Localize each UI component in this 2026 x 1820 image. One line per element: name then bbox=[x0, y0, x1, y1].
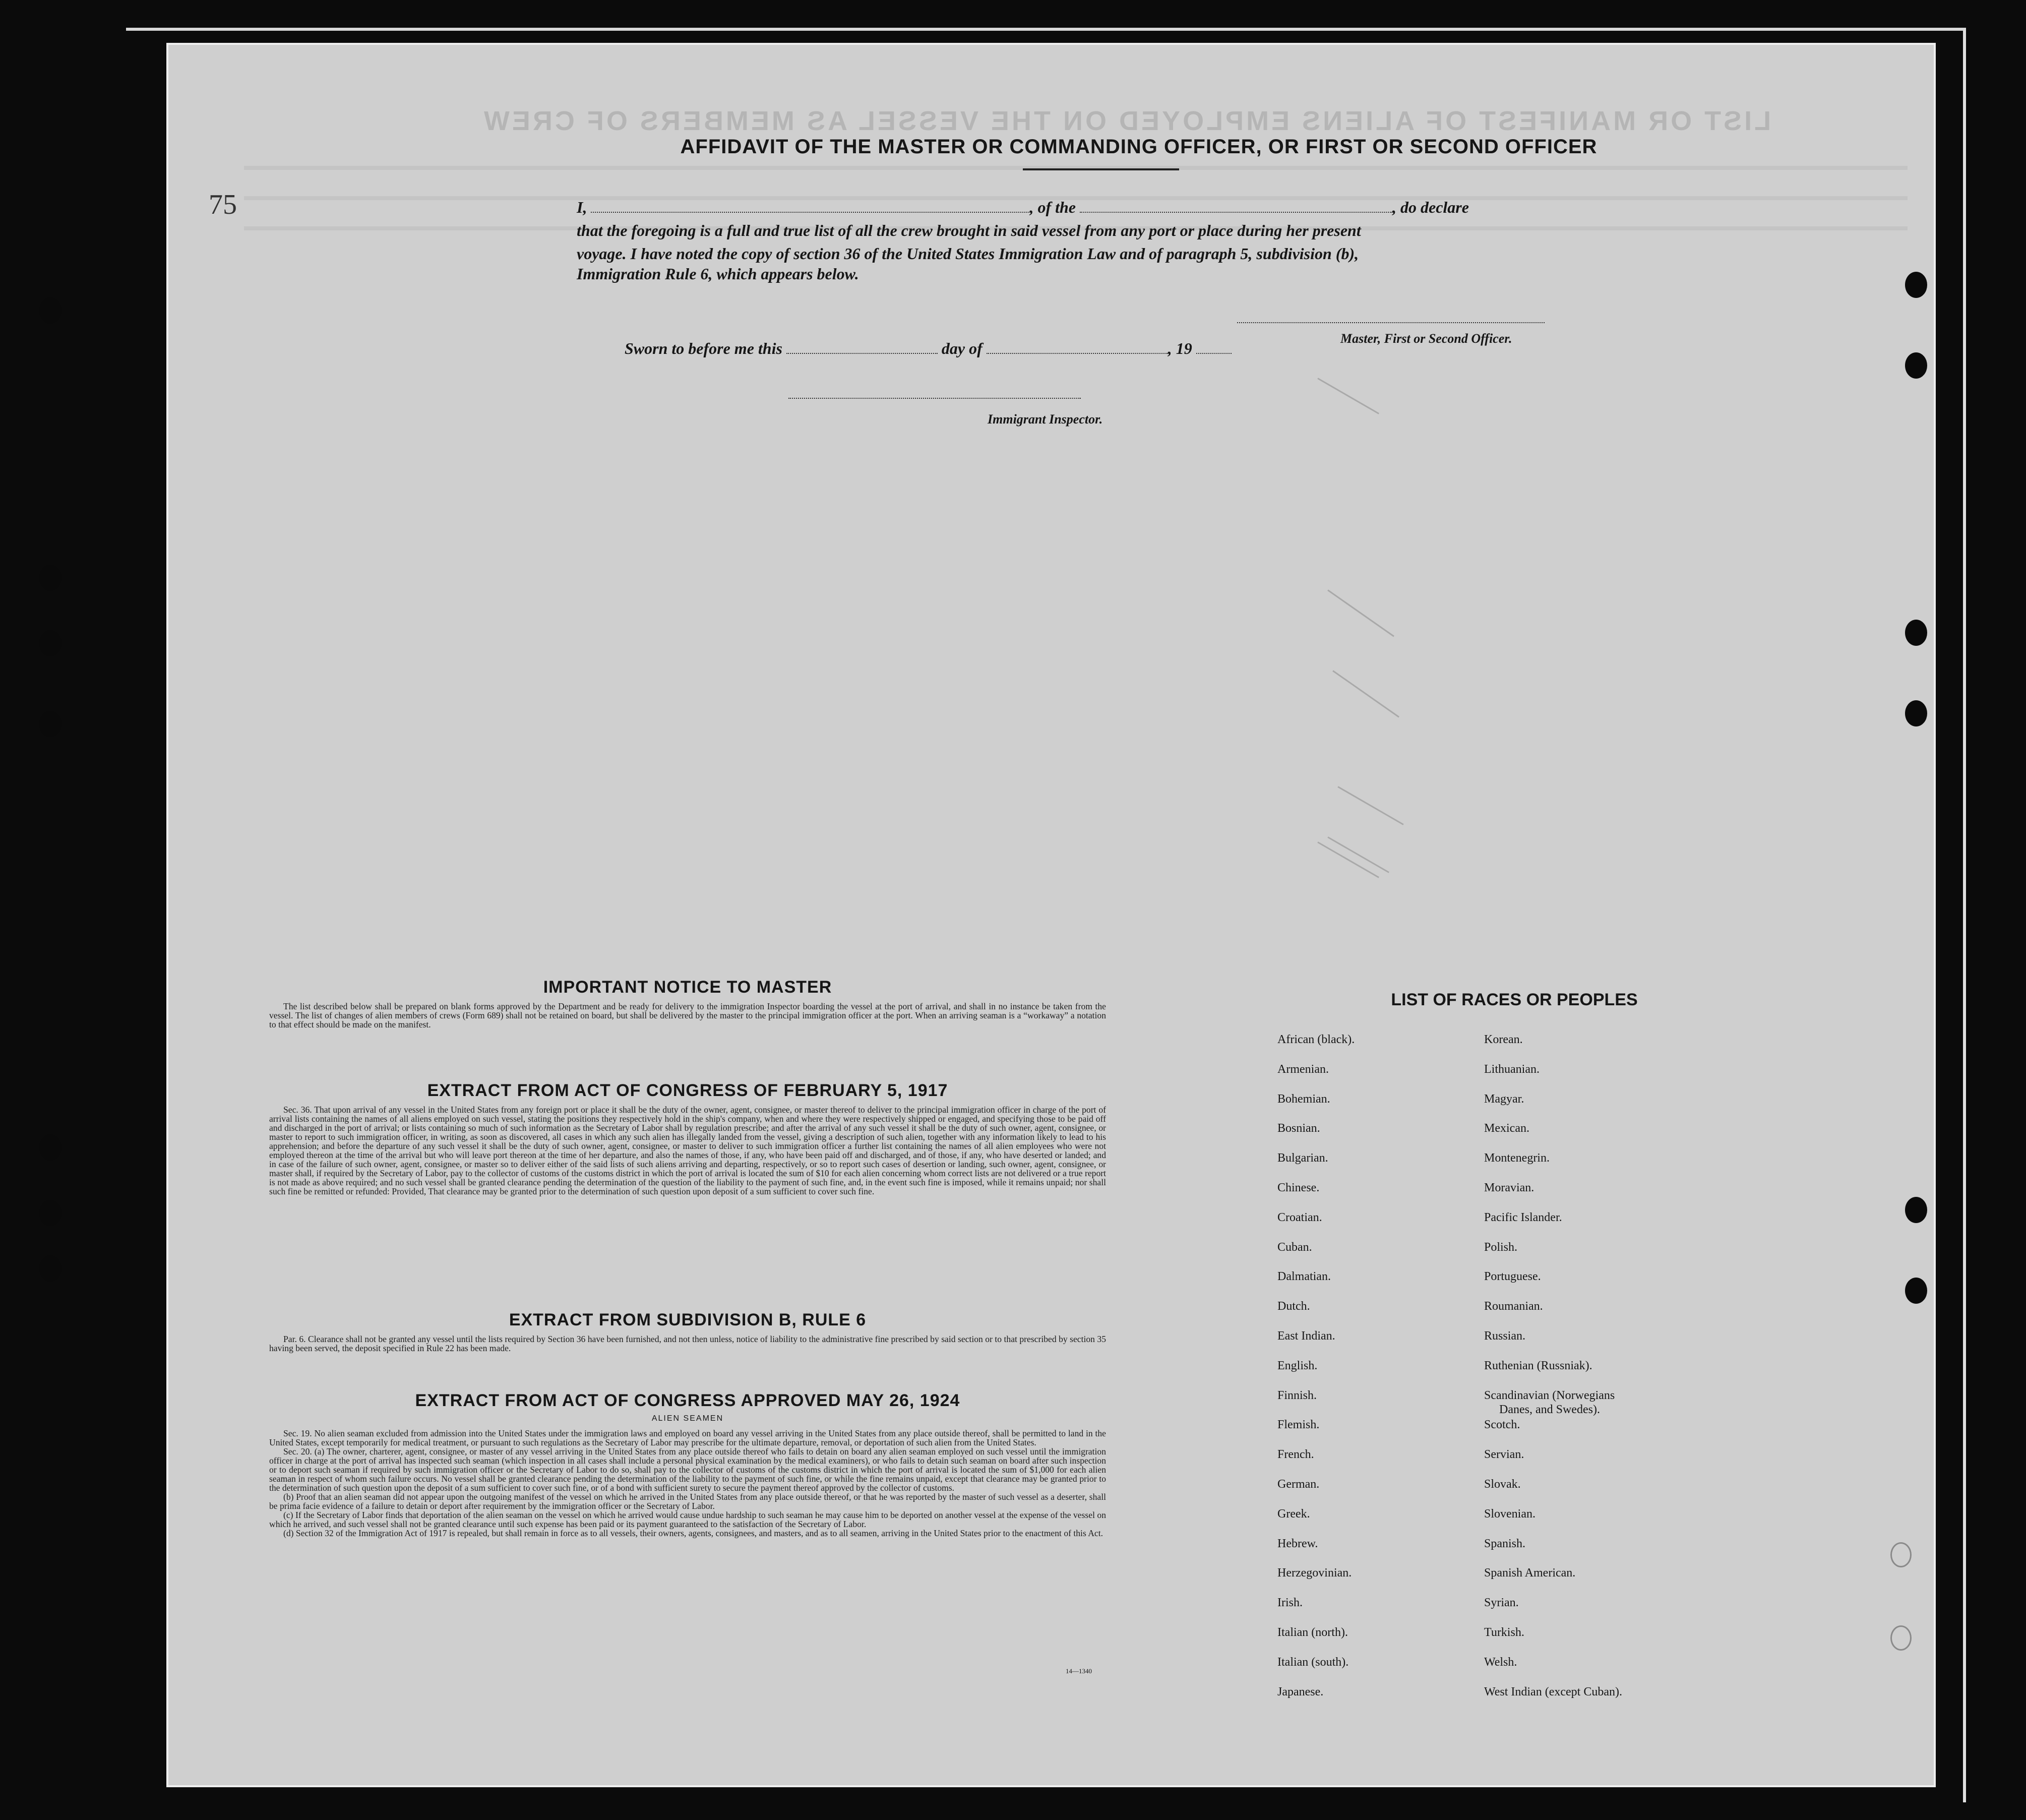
bleed-through-manifest-title: LIST OR MANIFEST OF ALIENS EMPLOYED ON THE VESSEL AS MEMBERS OF CREW bbox=[481, 106, 1771, 136]
race-item: Lithuanian. bbox=[1484, 1062, 1540, 1076]
form-number: 14—1340 bbox=[1066, 1667, 1092, 1675]
affidavit-declare-label: , do declare bbox=[1392, 198, 1469, 216]
extract-1917-text bbox=[269, 1105, 1106, 1196]
affidavit-of-the-label: , of the bbox=[1029, 198, 1076, 216]
race-item: Italian (south). bbox=[1277, 1655, 1349, 1669]
inspector-signature-line[interactable] bbox=[788, 398, 1081, 399]
race-item: Herzegovinian. bbox=[1277, 1566, 1352, 1580]
binder-hole bbox=[39, 1200, 62, 1226]
race-item: East Indian. bbox=[1277, 1329, 1335, 1343]
sworn-prefix: Sworn to before me this bbox=[625, 339, 782, 357]
extract-1924-title: EXTRACT FROM ACT OF CONGRESS APPROVED MAY 26, 1924 bbox=[415, 1391, 960, 1410]
bleed-through-mark bbox=[1327, 589, 1394, 637]
race-item: Servian. bbox=[1484, 1448, 1524, 1462]
binder-hole-reinforcement bbox=[1890, 1625, 1912, 1651]
page-marker: 75 bbox=[209, 189, 237, 220]
race-item: Magyar. bbox=[1484, 1092, 1524, 1106]
race-item: West Indian (except Cuban). bbox=[1484, 1685, 1622, 1698]
affidavit-title-rule bbox=[1023, 168, 1179, 170]
race-item: Hebrew. bbox=[1277, 1537, 1318, 1550]
race-item: Danes, and Swedes). bbox=[1499, 1403, 1600, 1416]
race-item: African (black). bbox=[1277, 1033, 1355, 1046]
extract-1924-sec20d: (d) Section 32 of the Immigration Act of 1917 is repealed, but shall remain in force as to all vessels, their owners, agents, consignees, and masters, and as to all seamen, arriving in the United States prior to the enactment of this Act. bbox=[283, 1528, 1103, 1538]
bleed-through-mark bbox=[1327, 836, 1389, 873]
race-item: Polish. bbox=[1484, 1240, 1518, 1254]
extract-1917-title: EXTRACT FROM ACT OF CONGRESS OF FEBRUARY 5, 1917 bbox=[427, 1081, 948, 1100]
binder-hole bbox=[1905, 700, 1927, 726]
race-item: Mexican. bbox=[1484, 1122, 1529, 1135]
important-notice-text bbox=[269, 1002, 1106, 1029]
race-item: Armenian. bbox=[1277, 1062, 1329, 1076]
race-item: English. bbox=[1277, 1359, 1318, 1372]
sworn-line bbox=[625, 337, 1232, 359]
affidavit-line-4: Immigration Rule 6, which appears below. bbox=[577, 265, 859, 283]
race-item: Irish. bbox=[1277, 1596, 1303, 1610]
sworn-year-label: , 19 bbox=[1168, 339, 1192, 357]
sworn-day-field[interactable] bbox=[786, 340, 938, 354]
binder-hole bbox=[1905, 272, 1927, 298]
binder-hole bbox=[1905, 620, 1927, 646]
race-item: Dutch. bbox=[1277, 1300, 1310, 1313]
race-item: Korean. bbox=[1484, 1033, 1523, 1046]
extract-rule6-title: EXTRACT FROM SUBDIVISION B, RULE 6 bbox=[509, 1310, 867, 1329]
race-item: French. bbox=[1277, 1448, 1314, 1462]
binder-hole bbox=[1905, 1197, 1927, 1223]
extract-rule6-paragraph: Par. 6. Clearance shall not be granted any vessel until the lists required by Section 36 have been furnished, and not then unless, notice of liability to the administrative fine prescribed by said section or to that prescribed by section 35 having been served, the deposit specified in Rule 22 has been made. bbox=[269, 1334, 1106, 1353]
race-item: Japanese. bbox=[1277, 1685, 1324, 1698]
extract-1924-sec20a: Sec. 20. (a) The owner, charterer, agent, consignee, or master of any vessel arriving in the United States from any place outside thereof who fails to detain on board any alien seaman employed on such vessel until the immigration officer in charge at the port of arrival has inspected such seaman (which inspection in all cases shall include a personal physical examination by the medical examiners), or who fails to detain such seaman on board after such inspection or to deport such seaman if required by such immigration officer or the Secretary of Labor to do so, shall pay to the collector of customs of the customs district in which the port of arrival is located the sum of $1,000 for each alien seaman in respect of whom such failure occurs. No vessel shall be granted clearance pending the determination of the liability to the payment of such fine, or while the fine remains unpaid, except that clearance may be granted prior to the determination of such question upon the deposit of a sum sufficient to cover such fine, or of a bond with sufficient surety to secure the payment thereof approved by the collector of customs. bbox=[269, 1446, 1106, 1493]
binder-hole bbox=[1905, 1278, 1927, 1304]
race-item: Slovak. bbox=[1484, 1478, 1521, 1491]
race-item: Italian (north). bbox=[1277, 1626, 1348, 1639]
race-item: Greek. bbox=[1277, 1507, 1310, 1521]
race-item: Croatian. bbox=[1277, 1210, 1322, 1224]
race-item: Bohemian. bbox=[1277, 1092, 1330, 1106]
race-item: Roumanian. bbox=[1484, 1300, 1543, 1313]
bleed-through-mark bbox=[1332, 670, 1399, 717]
race-item: Portuguese. bbox=[1484, 1270, 1541, 1284]
race-item: Spanish American. bbox=[1484, 1566, 1576, 1580]
sworn-month-field[interactable] bbox=[987, 340, 1168, 354]
race-item: Cuban. bbox=[1277, 1240, 1312, 1254]
race-item: Spanish. bbox=[1484, 1537, 1526, 1550]
race-item: Flemish. bbox=[1277, 1418, 1320, 1432]
extract-1924-sec19: Sec. 19. No alien seaman excluded from admission into the United States under the immigration laws and employed on board any vessel arriving in the United States from any place outside thereof, shall be permitted to land in the United States, except temporarily for medical treatment, or pursuant to such regulations as the Secretary of Labor may prescribe for the ultimate departure, removal, or deportation of such alien from the United States. bbox=[269, 1428, 1106, 1447]
extract-1924-sec20b: (b) Proof that an alien seaman did not appear upon the outgoing manifest of the vessel on which he arrived in the United States from any place outside thereof, or that he was reported by the master of such vessel as a deserter, shall be prima facie evidence of a failure to detain or deport after requirement by the immigration officer or the Secretary of Labor. bbox=[269, 1492, 1106, 1511]
race-item: Montenegrin. bbox=[1484, 1151, 1550, 1165]
race-item: Slovenian. bbox=[1484, 1507, 1536, 1521]
race-item: Pacific Islander. bbox=[1484, 1210, 1562, 1224]
master-signature-line[interactable] bbox=[1237, 322, 1545, 323]
document-page bbox=[166, 43, 1936, 1787]
race-item: Dalmatian. bbox=[1277, 1270, 1331, 1284]
affidavit-line-2: that the foregoing is a full and true list of all the crew brought in said vessel from any port or place during her present bbox=[577, 221, 1361, 239]
races-list-title: LIST OF RACES OR PEOPLES bbox=[1391, 990, 1638, 1009]
sworn-year-field[interactable] bbox=[1196, 340, 1232, 354]
bleed-through-mark bbox=[1317, 841, 1379, 878]
binder-hole bbox=[39, 565, 62, 591]
binder-hole bbox=[39, 1134, 62, 1161]
race-item: Chinese. bbox=[1277, 1181, 1320, 1194]
race-item: Syrian. bbox=[1484, 1596, 1519, 1610]
race-item: Bosnian. bbox=[1277, 1122, 1320, 1135]
race-item: Turkish. bbox=[1484, 1626, 1524, 1639]
affidavit-line-3: voyage. I have noted the copy of section 36 of the United States Immigration Law and of paragraph 5, subdivision (b), bbox=[577, 245, 1359, 263]
sworn-day-label: day of bbox=[941, 339, 983, 357]
bleed-through-mark bbox=[1337, 786, 1403, 825]
race-item: Scotch. bbox=[1484, 1418, 1520, 1432]
affidavit-i-label: I, bbox=[577, 198, 587, 216]
race-item: Bulgarian. bbox=[1277, 1151, 1328, 1165]
race-item: Moravian. bbox=[1484, 1181, 1534, 1194]
race-item: Finnish. bbox=[1277, 1388, 1317, 1402]
race-item: Scandinavian (Norwegians bbox=[1484, 1388, 1615, 1402]
inspector-signature-label: Immigrant Inspector. bbox=[988, 412, 1103, 427]
binder-hole-reinforcement bbox=[1890, 1542, 1912, 1567]
race-item: Russian. bbox=[1484, 1329, 1526, 1343]
extract-1924-text bbox=[269, 1429, 1106, 1538]
important-notice-paragraph: The list described below shall be prepared on blank forms approved by the Department and be ready for delivery to the immigration Inspector boarding the vessel at the port of arrival, and shall in no instance be taken from the vessel. The list of changes of alien members of crews (Form 689) shall not be retained on board, but shall be delivered by the master to the principal immigration officer at the port. When an arriving seaman is a “workaway” a notation to that effect should be made on the manifest. bbox=[269, 1001, 1106, 1029]
bleed-through-mark bbox=[1317, 378, 1379, 414]
race-item: Welsh. bbox=[1484, 1655, 1517, 1669]
race-item: German. bbox=[1277, 1478, 1320, 1491]
vessel-name-field[interactable] bbox=[1080, 199, 1392, 213]
affidavit-declaration-line bbox=[577, 196, 1469, 218]
extract-1917-paragraph: Sec. 36. That upon arrival of any vessel in the United States from any foreign port or place it shall be the duty of the owner, agent, consignee, or master thereof to deliver to the principal immigration officer in charge of the port of arrival lists containing the names of all aliens employed on such vessel, stating the positions they respectively hold in the ship's company, when and where they were respectively shipped or engaged, and specifying those to be paid off and discharged in the port of arrival; or lists containing so much of such information as the Secretary of Labor shall by regulation prescribe; and after the arrival of any such vessel it shall be the duty of such owner, agent, consignee, or master to report to such immigration officer, in writing, as soon as discovered, all cases in which any such alien has illegally landed from the vessel, giving a description of such alien, together with any information likely to lead to his apprehension; and before the departure of any such vessel it shall be the duty of such owner, agent, consignee, or master to deliver to such immigration officer a further list containing the names of all alien employees who were not employed thereon at the time of the arrival but who will leave port thereon at the time of her departure, and also the names of those, if any, who have been paid off and discharged, and of those, if any, who have deserted or landed; and in case of the failure of such owner, agent, consignee, or master so to deliver either of the said lists of such aliens arriving and departing, respectively, or so to report such cases of desertion or landing, such owner, agent, consignee, or master shall, if required by the Secretary of Labor, pay to the collector of customs of the customs district in which the port of arrival is located the sum of $10 for each alien concerning whom correct lists are not delivered or a true report is not made as above required; and no such vessel shall be granted clearance pending the determination of the question of the liability to the payment of such fine, and, in the event such fine is imposed, while it remains unpaid; nor shall such fine be remitted or refunded: Provided, That clearance may be granted prior to the determination of such question upon deposit of a sum sufficient to cover such fine. bbox=[269, 1105, 1106, 1196]
extract-1924-sec20c: (c) If the Secretary of Labor finds that deportation of the alien seaman on the vessel on which he arrived would cause undue hardship to such seaman he may cause him to be deported on another vessel at the expense of the vessel on which he arrived, and such vessel shall not be granted clearance until such expense has been paid or its payment guaranteed to the satisfaction of the Secretary of Labor. bbox=[269, 1510, 1106, 1529]
binder-hole bbox=[1905, 352, 1927, 379]
binder-hole bbox=[39, 711, 62, 737]
binder-hole bbox=[39, 1255, 62, 1282]
alien-seamen-subtitle: ALIEN SEAMEN bbox=[651, 1414, 724, 1423]
important-notice-title: IMPORTANT NOTICE TO MASTER bbox=[543, 978, 832, 997]
race-item: Ruthenian (Russniak). bbox=[1484, 1359, 1592, 1372]
affidavit-title: AFFIDAVIT OF THE MASTER OR COMMANDING OFFICER, OR FIRST OR SECOND OFFICER bbox=[680, 136, 1598, 158]
officer-name-field[interactable] bbox=[591, 199, 1029, 213]
binder-hole bbox=[39, 630, 62, 656]
extract-rule6-text bbox=[269, 1334, 1106, 1353]
binder-hole bbox=[39, 297, 62, 324]
master-signature-label: Master, First or Second Officer. bbox=[1340, 331, 1512, 346]
